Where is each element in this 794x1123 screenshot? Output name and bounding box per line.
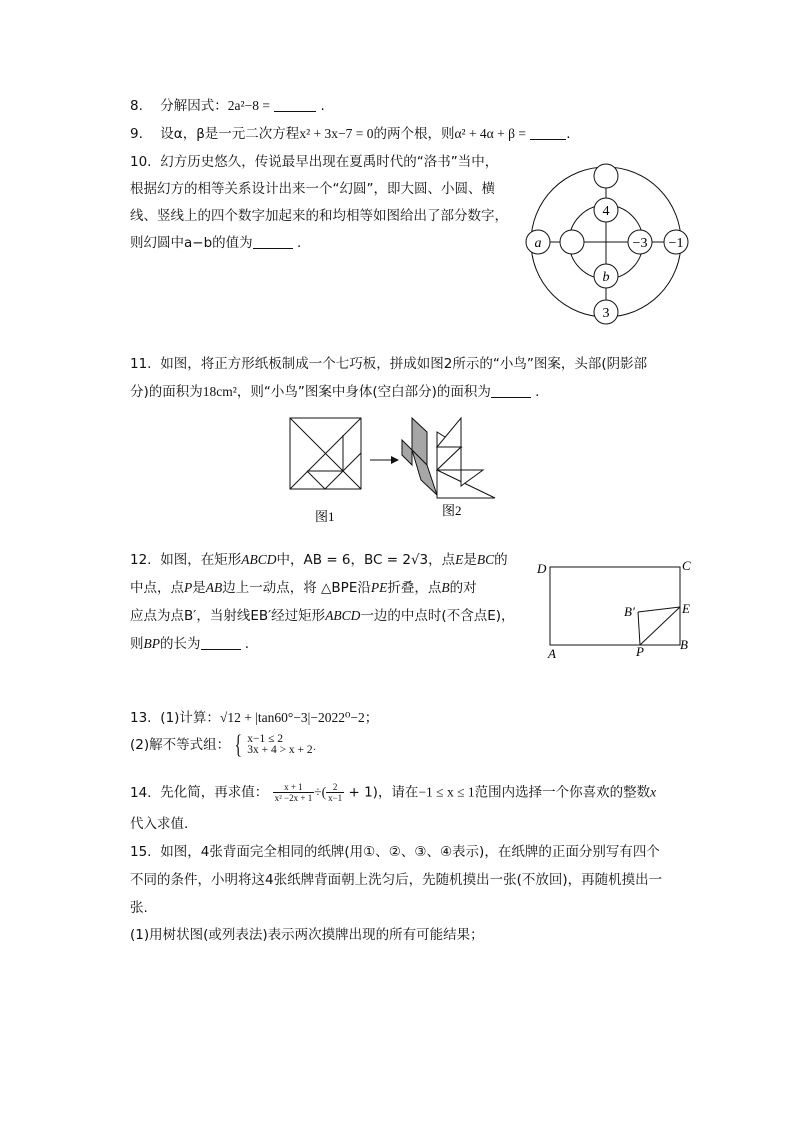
question-12-line-1 <box>130 551 508 569</box>
question-number: 11. <box>130 356 152 372</box>
question-text: ，则“小鸟”图案中身体(空白部分)的面积为 <box>236 384 491 400</box>
question-text: 如图，4张背面完全相同的纸牌(用①、②、③、④表示)，在纸牌的正面分别写有四个 <box>160 844 660 860</box>
numerator: 2 <box>326 782 344 793</box>
question-number: 14. <box>130 784 152 801</box>
math-var: ABCD <box>241 552 277 567</box>
question-text: 根据幻方的相等关系设计出来一个“幻圆”，即大圆、小圆、横 <box>130 181 495 197</box>
question-12-line-3 <box>130 607 515 625</box>
question-number: 15. <box>130 844 152 860</box>
operator: ÷( <box>314 784 327 800</box>
arrow <box>370 456 399 464</box>
question-text: 应点为点B′，当射线EB′经过矩形 <box>130 608 326 624</box>
question-14-line-2 <box>130 815 188 833</box>
question-text: 则 <box>130 636 144 652</box>
node-label-minus-1: −1 <box>668 236 684 251</box>
question-text: 分解因式： <box>160 98 228 114</box>
expression: √12 + |tan60°−3|−2022⁰−2； <box>219 710 379 725</box>
node-label-a: a <box>534 236 542 251</box>
denominator: x−1 <box>328 793 343 803</box>
label-P: P <box>636 644 644 659</box>
node-label-minus-3: −3 <box>632 236 648 251</box>
inequality-1: x−1 ≤ 2 <box>247 733 284 745</box>
math-var: B <box>441 580 450 595</box>
tangram-figure <box>285 410 515 525</box>
question-10-line-4: 则幻圆中a−b的值为 . <box>130 235 302 251</box>
denominator: x² −2x + 1 <box>274 793 313 803</box>
question-14-line-1 <box>130 782 656 806</box>
node-label-b: b <box>602 270 610 285</box>
circle-node-bottom-inner <box>594 264 618 288</box>
answer-blank[interactable] <box>274 97 316 112</box>
question-text: 折叠，点 <box>387 580 442 596</box>
node-label-4: 4 <box>602 204 610 219</box>
question-text: 设α，β是一元二次方程 <box>160 126 300 142</box>
fraction-1 <box>273 782 315 803</box>
math-var: BP <box>143 636 160 651</box>
question-text: 则幻圆中a−b的值为 <box>130 235 253 251</box>
question-text: 先化简，再求值： <box>160 784 269 801</box>
question-8: 8. 分解因式：2a²−8 = . <box>130 98 325 114</box>
question-11-line-2: 分)的面积为18cm²，则“小鸟”图案中身体(空白部分)的面积为 . <box>130 384 540 400</box>
question-text: 是 <box>192 580 206 596</box>
inequality-system <box>247 734 316 756</box>
question-text: (2)解不等式组： <box>130 737 231 753</box>
question-10-line-1 <box>130 153 498 171</box>
math-var: ABCD <box>325 608 361 623</box>
answer-blank[interactable] <box>530 125 566 140</box>
tangram-bird-fig2 <box>402 418 495 498</box>
figure-1-caption: 图1 <box>315 509 335 524</box>
question-15-line-3 <box>130 899 148 917</box>
circle-node-left-outer <box>526 230 550 254</box>
label-B: B <box>680 637 688 652</box>
question-text: (1)用树状图(或列表法)表示两次摸牌出现的所有可能结果； <box>130 927 484 943</box>
question-text: 中，AB = 6，BC = 2√3，点 <box>276 552 456 568</box>
question-10-line-2 <box>130 180 495 198</box>
question-text: 不同的条件，小明将这4张纸牌背面朝上洗匀后，先随机摸出一张(不放回)，再随机摸出一 <box>130 872 663 888</box>
circle-node-bottom-outer <box>594 300 618 324</box>
question-number: 10. <box>130 154 152 170</box>
question-number: 13. <box>130 710 152 726</box>
rectangle-fold-figure <box>530 555 700 660</box>
question-11-line-1 <box>130 355 647 373</box>
circle-node-right-outer <box>664 230 688 254</box>
math-var: BC <box>476 552 495 567</box>
question-number: 12. <box>130 552 152 568</box>
inequality-2: 3x + 4 > x + 2· <box>247 744 317 756</box>
question-text: (1)计算： <box>160 710 220 726</box>
question-text: 的长为 <box>160 636 201 652</box>
numerator: x + 1 <box>273 782 315 793</box>
expression: α² + 4α + β = <box>454 126 526 141</box>
range-expression: −1 ≤ x ≤ 1 <box>418 784 475 800</box>
question-text: 张. <box>130 900 148 916</box>
answer-blank[interactable] <box>253 234 293 249</box>
question-text: 代入求值. <box>130 816 189 832</box>
question-text: 的对 <box>449 580 477 596</box>
question-number: 9. <box>130 126 143 142</box>
question-12-line-4: 则BP的长为 . <box>130 636 250 652</box>
question-text: 中点，点 <box>130 580 184 596</box>
question-text: 一边的中点时(不含点E)， <box>360 608 515 624</box>
label-B-prime: B′ <box>624 604 635 619</box>
question-text: 如图，将正方形纸板制成一个七巧板，拼成如图2所示的“小鸟”图案，头部(阴影部 <box>160 356 648 372</box>
label-C: C <box>682 558 691 573</box>
question-text: 边上一动点，将 △BPE沿 <box>222 580 371 596</box>
circle-node-top-inner <box>594 198 618 222</box>
equation: x² + 3x−7 = 0 <box>299 126 374 141</box>
question-9: 9. 设α，β是一元二次方程x² + 3x−7 = 0的两个根，则α² + 4α + β = . <box>130 126 571 142</box>
expression: 2a²−8 = <box>227 98 270 113</box>
brace-icon: { <box>234 730 243 759</box>
question-text: 幻方历史悠久，传说最早出现在夏禹时代的“洛书”当中， <box>160 154 499 170</box>
math-var: AB <box>205 580 223 595</box>
circle-node-left-inner <box>560 230 584 254</box>
circle-node-right-inner <box>628 230 652 254</box>
question-text: 范围内选择一个你喜欢的整数 <box>474 784 651 801</box>
question-13-part-1 <box>130 709 378 727</box>
question-15-line-4 <box>130 926 484 944</box>
question-text: 线、竖线上的四个数字加起来的和均相等如图给出了部分数字， <box>130 208 508 224</box>
math-var: x <box>650 784 657 800</box>
question-15-line-2 <box>130 871 662 889</box>
question-13-part-2 <box>130 730 317 764</box>
question-number: 8. <box>130 98 143 114</box>
question-text: 如图，在矩形 <box>160 552 242 568</box>
circle-node-top-outer <box>594 164 618 188</box>
answer-blank[interactable] <box>491 383 531 398</box>
label-E: E <box>682 601 690 616</box>
magic-circle-figure <box>520 160 700 330</box>
question-text: 的两个根，则 <box>373 126 455 142</box>
figure-2-caption: 图2 <box>442 503 462 518</box>
label-D: D <box>537 561 547 576</box>
tangram-square-fig1 <box>290 418 361 489</box>
node-label-3: 3 <box>602 306 610 321</box>
label-A: A <box>548 646 556 660</box>
math-var: P <box>184 580 193 595</box>
answer-blank[interactable] <box>201 635 241 650</box>
question-text: 的 <box>494 552 508 568</box>
question-15-line-1 <box>130 843 660 861</box>
question-12-line-2 <box>130 579 477 597</box>
math-var: PE <box>370 580 388 595</box>
area-value: 18cm² <box>202 384 237 399</box>
fraction-2 <box>326 782 344 803</box>
question-text: + 1)，请在 <box>344 784 419 801</box>
question-text: 是 <box>463 552 477 568</box>
question-text: 分)的面积为 <box>130 384 203 400</box>
math-var: E <box>455 552 464 567</box>
question-10-line-3 <box>130 207 508 225</box>
